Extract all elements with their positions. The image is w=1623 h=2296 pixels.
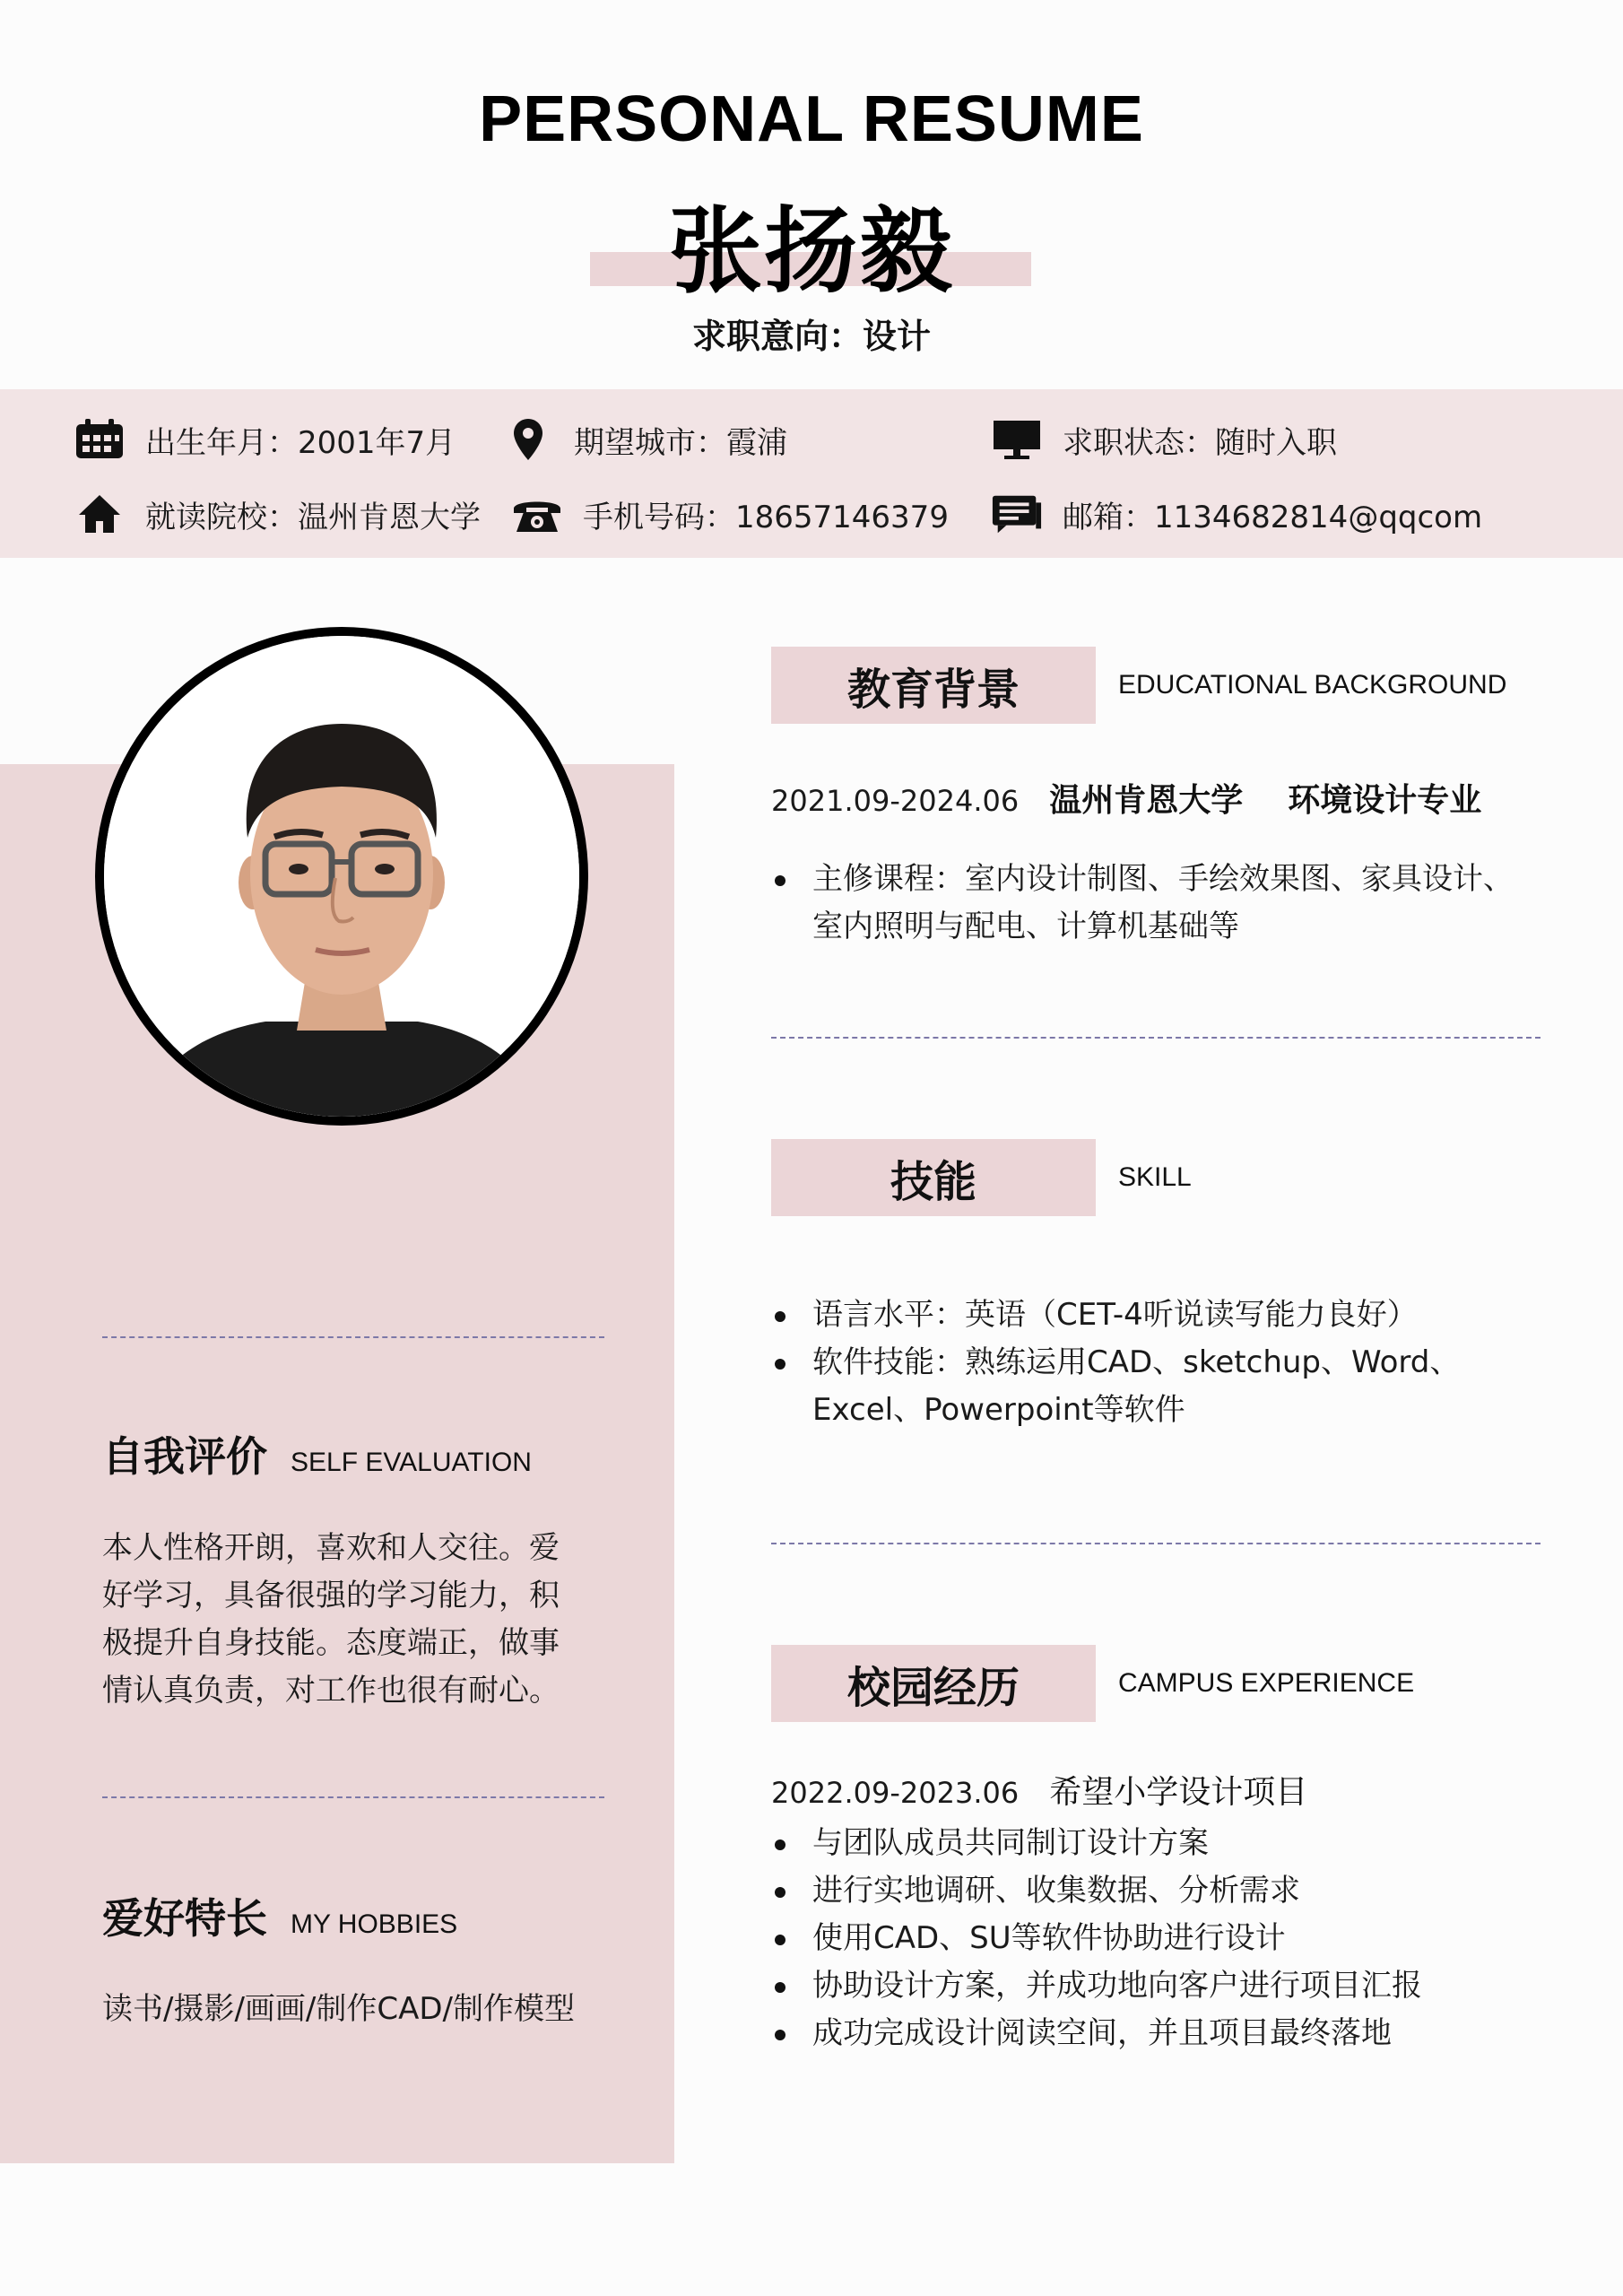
- self-eval-line: 极提升自身技能。态度端正，做事: [102, 1625, 560, 1661]
- self-eval-text: [102, 1525, 640, 1715]
- resume-title: PERSONAL RESUME: [479, 83, 1144, 155]
- self-eval-heading: [102, 1424, 532, 1483]
- candidate-name: 张扬毅: [668, 196, 954, 306]
- campus-entry: [771, 1767, 1307, 1813]
- left-divider-1: [102, 1336, 604, 1338]
- campus-date: 2022.09-2023.06: [771, 1776, 1020, 1810]
- info-phone: [511, 491, 949, 536]
- skills-title-en: SKILL: [1118, 1162, 1192, 1192]
- hobbies-text: 读书/摄影/画画/制作CAD/制作模型: [102, 1991, 575, 2027]
- education-school: 温州肯恩大学: [1049, 782, 1244, 819]
- education-major: 环境设计专业: [1288, 782, 1482, 819]
- home-icon: [74, 491, 126, 536]
- info-city: [502, 417, 787, 462]
- profile-photo: [95, 627, 588, 1126]
- chat-icon: [991, 491, 1043, 536]
- campus-title-en: CAMPUS EXPERIENCE: [1118, 1668, 1415, 1698]
- info-city-text: 期望城市：霞浦: [574, 424, 787, 461]
- info-status-text: 求职状态：随时入职: [1063, 424, 1337, 461]
- campus-heading: [771, 1645, 1414, 1722]
- info-birth-text: 出生年月：2001年7月: [145, 424, 456, 461]
- skills-title-cn: 技能: [771, 1139, 1096, 1216]
- self-eval-line: 本人性格开朗，喜欢和人交往。爱: [102, 1530, 560, 1566]
- self-eval-title-en: SELF EVALUATION: [291, 1448, 532, 1477]
- list-item: [771, 856, 1560, 951]
- list-item: 协助设计方案，并成功地向客户进行项目汇报: [771, 1962, 1578, 2010]
- education-bullet-line: 室内照明与配电、计算机基础等: [812, 909, 1239, 944]
- list-item: 进行实地调研、收集数据、分析需求: [771, 1867, 1578, 1915]
- hobbies-title-en: MY HOBBIES: [291, 1909, 458, 1939]
- right-divider-1: [771, 1037, 1541, 1039]
- self-eval-line: 情认真负责，对工作也很有耐心。: [102, 1673, 560, 1709]
- self-eval-title-cn: 自我评价: [102, 1432, 267, 1481]
- info-email-text: 邮箱：1134682814@qqcom: [1063, 499, 1483, 535]
- list-item: [771, 1339, 1578, 1434]
- skills-bullet-line: 语言水平：英语（CET-4听说读写能力良好）: [812, 1297, 1418, 1333]
- info-school-text: 就读院校：温州肯恩大学: [145, 499, 481, 535]
- education-title-cn: 教育背景: [771, 647, 1096, 724]
- campus-project: 希望小学设计项目: [1049, 1774, 1308, 1811]
- calendar-icon: [74, 417, 126, 462]
- right-divider-2: [771, 1543, 1541, 1544]
- campus-bullets: [771, 1820, 1578, 2057]
- education-bullets: [771, 856, 1560, 951]
- left-divider-2: [102, 1796, 604, 1798]
- telephone-icon: [511, 491, 563, 536]
- map-pin-icon: [502, 417, 554, 462]
- skills-heading: [771, 1139, 1192, 1216]
- info-birth: [74, 417, 456, 462]
- skills-bullet-line: Excel、Powerpoint等软件: [812, 1392, 1185, 1428]
- monitor-icon: [991, 417, 1043, 462]
- info-status: [991, 417, 1337, 462]
- education-heading: [771, 647, 1506, 724]
- list-item: 使用CAD、SU等软件协助进行设计: [771, 1915, 1578, 1962]
- info-school: [74, 491, 481, 536]
- education-date: 2021.09-2024.06: [771, 784, 1020, 818]
- hobbies-heading: [102, 1886, 457, 1945]
- list-item: [771, 1292, 1578, 1339]
- info-phone-text: 手机号码：18657146379: [583, 499, 949, 535]
- info-email: [991, 491, 1482, 536]
- skills-bullet-line: 软件技能：熟练运用CAD、sketchup、Word、: [812, 1344, 1461, 1380]
- job-intent: 求职意向：设计: [691, 317, 931, 356]
- education-bullet-line: 主修课程：室内设计制图、手绘效果图、家具设计、: [812, 861, 1514, 897]
- self-eval-line: 好学习，具备很强的学习能力，积: [102, 1578, 560, 1613]
- skills-bullets: [771, 1292, 1578, 1434]
- education-title-en: EDUCATIONAL BACKGROUND: [1118, 670, 1507, 700]
- education-entry: [771, 775, 1481, 821]
- hobbies-title-cn: 爱好特长: [102, 1894, 267, 1943]
- list-item: 成功完成设计阅读空间，并且项目最终落地: [771, 2010, 1578, 2057]
- list-item: 与团队成员共同制订设计方案: [771, 1820, 1578, 1867]
- campus-title-cn: 校园经历: [771, 1645, 1096, 1722]
